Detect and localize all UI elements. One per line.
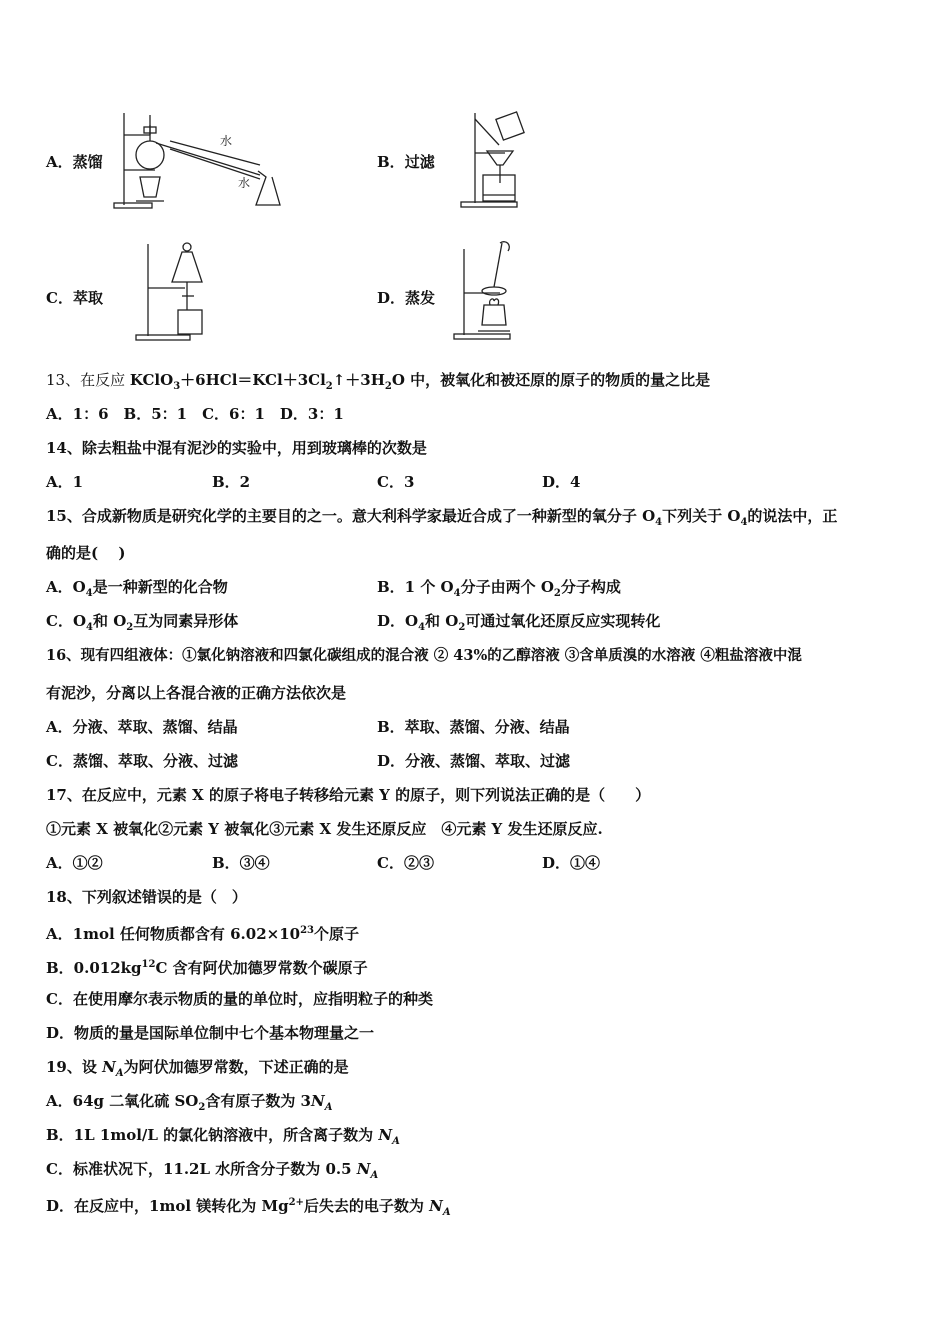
stem-text: 19、设 bbox=[46, 1058, 103, 1076]
subscript: A bbox=[370, 1170, 379, 1181]
water-label: 水 bbox=[220, 134, 233, 148]
option-b bbox=[46, 1125, 400, 1152]
avogadro-symbol: N bbox=[102, 1058, 116, 1076]
option-a bbox=[46, 1091, 332, 1118]
option-d: D．物质的量是国际单位制中七个基本物理量之一 bbox=[46, 1024, 375, 1042]
option-text: 个原子 bbox=[314, 925, 360, 943]
subscript: 3 bbox=[173, 381, 181, 392]
option-text: 后失去的电子数为 bbox=[303, 1197, 430, 1215]
option-text: A．1mol 任何物质都含有 6.02×10 bbox=[46, 925, 301, 943]
option-text: 分子构成 bbox=[560, 578, 621, 596]
option-text: 互为同素异形体 bbox=[133, 612, 239, 630]
option-c: C．3 bbox=[377, 473, 415, 491]
question-13-stem bbox=[46, 370, 710, 397]
option-b: B．③④ bbox=[212, 854, 270, 872]
formula-part: ↑＋3H bbox=[332, 371, 385, 389]
figure-name: 蒸发 bbox=[405, 289, 436, 307]
option-a: A．分液、萃取、蒸馏、结晶 bbox=[46, 718, 238, 736]
option-text: A．O bbox=[46, 578, 86, 596]
option-b bbox=[377, 577, 621, 604]
subscript: 4 bbox=[453, 588, 461, 599]
separatory-funnel-apparatus-icon bbox=[130, 238, 220, 343]
option-c: C．蒸馏、萃取、分液、过滤 bbox=[46, 752, 238, 770]
option-text: B．0.012kg bbox=[46, 959, 142, 977]
subscript: 4 bbox=[740, 517, 748, 528]
question-17-statements: ①元素 X 被氧化②元素 Y 被氧化③元素 X 发生还原反应 ④元素 Y 发生还原反应. bbox=[46, 820, 603, 838]
figure-a-label bbox=[46, 151, 103, 172]
subscript: A bbox=[442, 1207, 451, 1218]
option-text: A．64g 二氧化硫 SO bbox=[46, 1092, 199, 1110]
option-text: B．1L 1mol/L 的氯化钠溶液中，所含离子数为 bbox=[46, 1126, 379, 1144]
question-17-stem: 17、在反应中，元素 X 的原子将电子转移给元素 Y 的原子，则下列说法正确的是（ ） bbox=[46, 786, 651, 804]
option-text: 分子由两个 O bbox=[460, 578, 554, 596]
avogadro-symbol: N bbox=[356, 1160, 371, 1178]
option-text: D．O bbox=[377, 612, 419, 630]
formula-part: O 中，被氧化和被还原的原子的物质的量之比是 bbox=[391, 371, 711, 389]
option-text: C 含有阿伏加德罗常数个碳原子 bbox=[155, 959, 368, 977]
figure-name: 过滤 bbox=[404, 153, 435, 171]
question-15-stem-line2: 确的是( ) bbox=[46, 544, 126, 562]
option-letter: B． bbox=[377, 153, 405, 171]
stem-text: 的说法中，正 bbox=[747, 507, 838, 525]
subscript: 2 bbox=[553, 588, 561, 599]
stem-text: 15、合成新物质是研究化学的主要目的之一。意大利科学家最近合成了一种新型的氧分子 O bbox=[46, 507, 656, 525]
option-a: A．1 bbox=[46, 473, 84, 491]
subscript: 2 bbox=[325, 381, 333, 392]
avogadro-symbol: N bbox=[429, 1197, 443, 1215]
question-13-options: A．1：6 B．5：1 C．6：1 D．3：1 bbox=[46, 405, 344, 423]
subscript: A bbox=[392, 1136, 400, 1147]
subscript: 2 bbox=[126, 622, 134, 633]
option-text: 含有原子数为 3 bbox=[205, 1092, 311, 1110]
option-text: C．O bbox=[46, 612, 87, 630]
filtration-apparatus-icon bbox=[455, 105, 535, 210]
figure-name: 萃取 bbox=[72, 289, 103, 307]
question-15-stem-line1 bbox=[46, 506, 837, 533]
option-text: D．在反应中，1mol 镁转化为 Mg bbox=[46, 1197, 289, 1215]
question-18-stem: 18、下列叙述错误的是（ ） bbox=[46, 888, 247, 906]
option-b: B．2 bbox=[212, 473, 251, 491]
option-c bbox=[46, 611, 238, 638]
subscript: 2 bbox=[198, 1102, 206, 1113]
option-text: 是一种新型的化合物 bbox=[92, 578, 228, 596]
subscript: 4 bbox=[86, 622, 93, 633]
subscript: A bbox=[324, 1102, 333, 1113]
subscript: 4 bbox=[418, 622, 426, 633]
question-19-stem bbox=[46, 1057, 349, 1084]
superscript: 2+ bbox=[288, 1197, 304, 1208]
option-text: 和 O bbox=[92, 612, 127, 630]
subscript: 2 bbox=[458, 622, 466, 633]
option-a bbox=[46, 577, 228, 604]
option-d bbox=[46, 1193, 451, 1223]
option-d bbox=[377, 611, 660, 638]
option-b bbox=[46, 955, 368, 978]
option-text: 可通过氧化还原反应实现转化 bbox=[465, 612, 661, 630]
superscript: 12 bbox=[141, 959, 156, 970]
avogadro-symbol: N bbox=[378, 1126, 393, 1144]
avogadro-symbol: N bbox=[311, 1092, 325, 1110]
figure-b-label bbox=[377, 151, 435, 172]
option-letter: D． bbox=[377, 289, 406, 307]
question-14-stem: 14、除去粗盐中混有泥沙的实验中，用到玻璃棒的次数是 bbox=[46, 439, 427, 457]
option-d: D．①④ bbox=[542, 854, 601, 872]
option-d: D．分液、蒸馏、萃取、过滤 bbox=[377, 752, 571, 770]
formula-part: ＋6HCl＝KCl＋3Cl bbox=[180, 371, 326, 389]
evaporation-apparatus-icon bbox=[450, 235, 530, 343]
option-text: 和 O bbox=[425, 612, 459, 630]
subscript: 4 bbox=[655, 517, 663, 528]
option-text: B．1 个 O bbox=[377, 578, 454, 596]
figure-name: 蒸馏 bbox=[72, 153, 103, 171]
option-a bbox=[46, 921, 359, 944]
question-16-stem-line1: 16、现有四组液体：①氯化钠溶液和四氯化碳组成的混合液 ② 43%的乙醇溶液 ③含单质溴的水溶液 ④粗盐溶液中混 bbox=[46, 647, 802, 664]
superscript: 23 bbox=[300, 925, 314, 936]
stem-text: 为阿伏加德罗常数，下述正确的是 bbox=[123, 1058, 349, 1076]
figure-c-label bbox=[46, 287, 103, 308]
subscript: 4 bbox=[85, 588, 93, 599]
option-b: B．萃取、蒸馏、分液、结晶 bbox=[377, 718, 570, 736]
option-d: D．4 bbox=[542, 473, 581, 491]
question-number: 13、在反应 bbox=[46, 371, 130, 389]
option-c bbox=[46, 1159, 378, 1186]
figure-d-label bbox=[377, 287, 435, 308]
option-c: C．②③ bbox=[377, 854, 434, 872]
distillation-apparatus-icon bbox=[110, 105, 290, 210]
subscript: A bbox=[115, 1068, 124, 1079]
formula-part: KClO bbox=[129, 371, 174, 389]
water-label: 水 bbox=[238, 176, 251, 190]
subscript: 2 bbox=[384, 381, 392, 392]
option-letter: A． bbox=[46, 153, 73, 171]
option-a: A．①② bbox=[46, 854, 103, 872]
option-c: C．在使用摩尔表示物质的量的单位时，应指明粒子的种类 bbox=[46, 990, 433, 1008]
option-letter: C． bbox=[46, 289, 73, 307]
option-text: C．标准状况下，11.2L 水所含分子数为 0.5 bbox=[46, 1160, 357, 1178]
question-16-stem-line2: 有泥沙，分离以上各混合液的正确方法依次是 bbox=[46, 684, 347, 702]
stem-text: 下列关于 O bbox=[662, 507, 741, 525]
